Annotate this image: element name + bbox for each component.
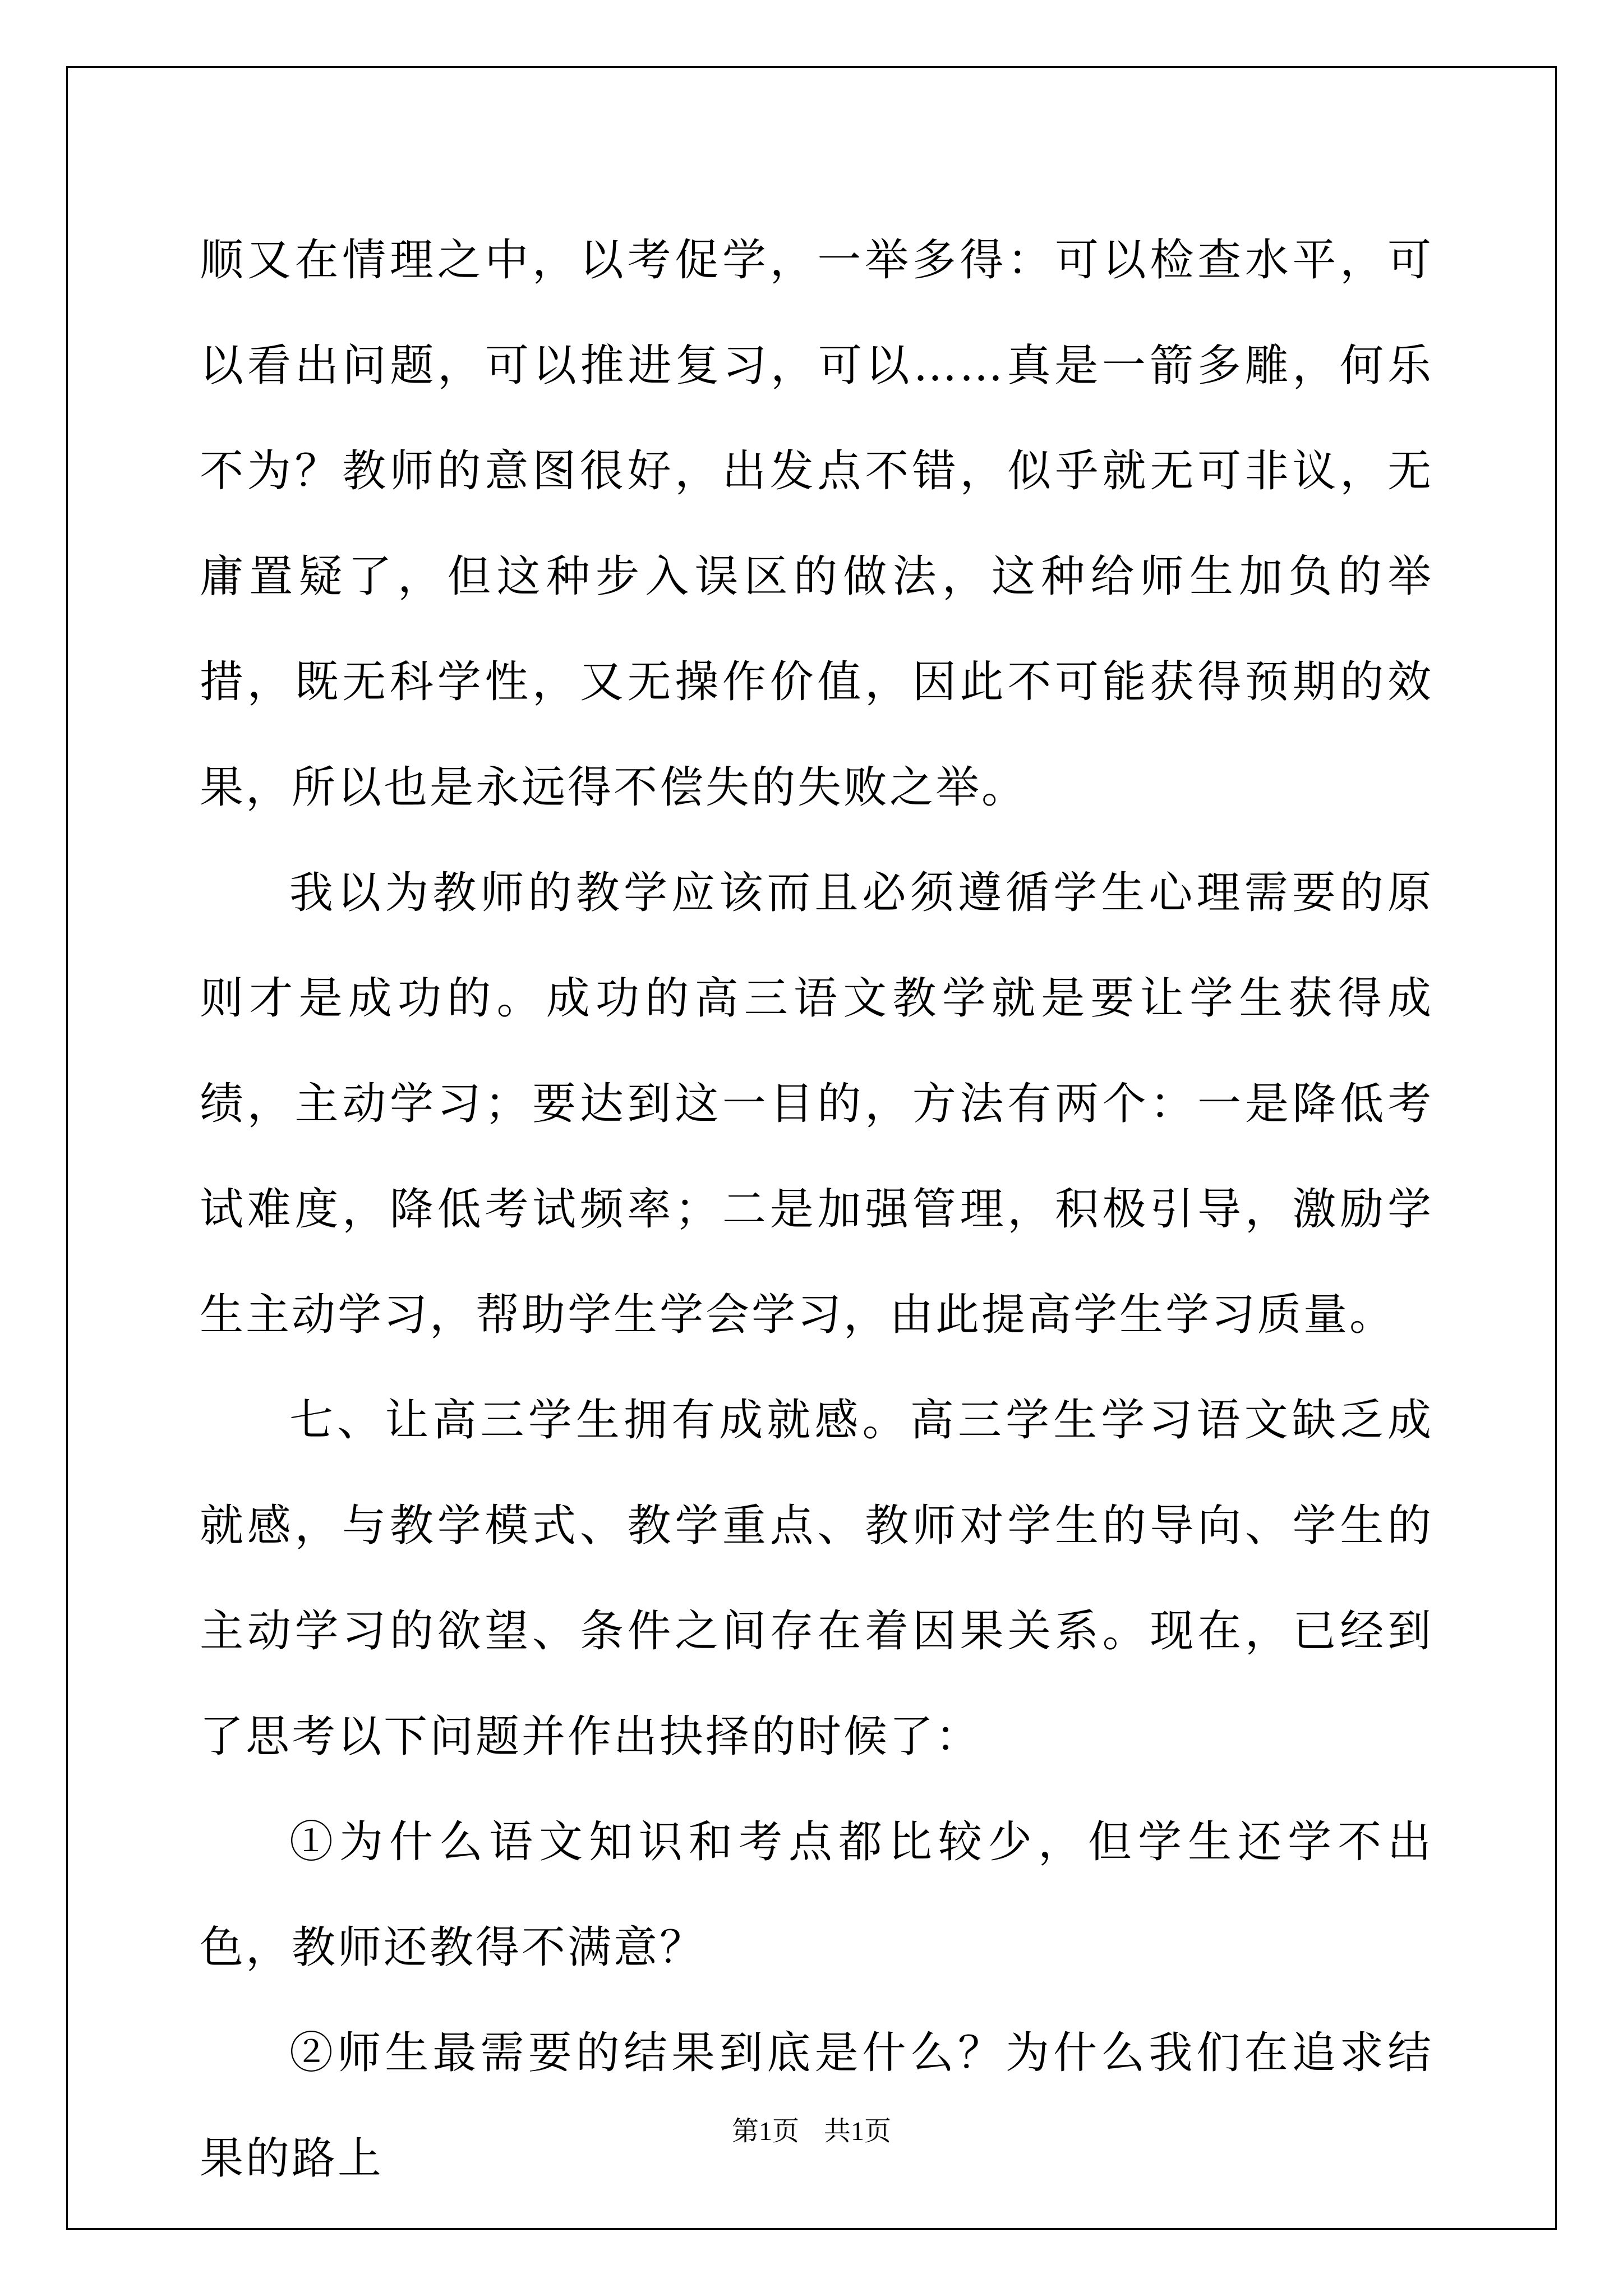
document-body bbox=[200, 208, 1433, 2211]
page-total: 共1页 bbox=[824, 2116, 892, 2146]
paragraph-2: 我以为教师的教学应该而且必须遵循学生心理需要的原则才是成功的。成功的高三语文教学就是要让学生获得成绩，主动学习；要达到这一目的，方法有两个：一是降低考试难度，降低考试频率；二是加强管理，积极引导，激励学生主动学习，帮助学生学会学习，由此提高学生学习质量。 bbox=[200, 868, 1433, 1340]
paragraph-1: 顺又在情理之中，以考促学，一举多得：可以检查水平，可以看出问题，可以推进复习，可以……真是一箭多雕，何乐不为？教师的意图很好，出发点不错，似乎就无可非议，无庸置疑了，但这种步入误区的做法，这种给师生加负的举措，既无科学性，又无操作价值，因此不可能获得预期的效果，所以也是永远得不偿失的失败之举。 bbox=[200, 235, 1433, 813]
paragraph-4: ①为什么语文知识和考点都比较少，但学生还学不出色，教师还教得不满意？ bbox=[200, 1817, 1433, 1973]
paragraph-3: 七、让高三学生拥有成就感。高三学生学习语文缺乏成就感，与教学模式、教学重点、教师对学生的导向、学生的主动学习的欲望、条件之间存在着因果关系。现在，已经到了思考以下问题并作出抉择的时候了： bbox=[200, 1395, 1433, 1762]
page-number: 第1页 bbox=[731, 2116, 799, 2146]
page-footer bbox=[0, 2115, 1623, 2148]
paragraph-5: ②师生最需要的结果到底是什么？为什么我们在追求结果的路上 bbox=[200, 2028, 1433, 2184]
